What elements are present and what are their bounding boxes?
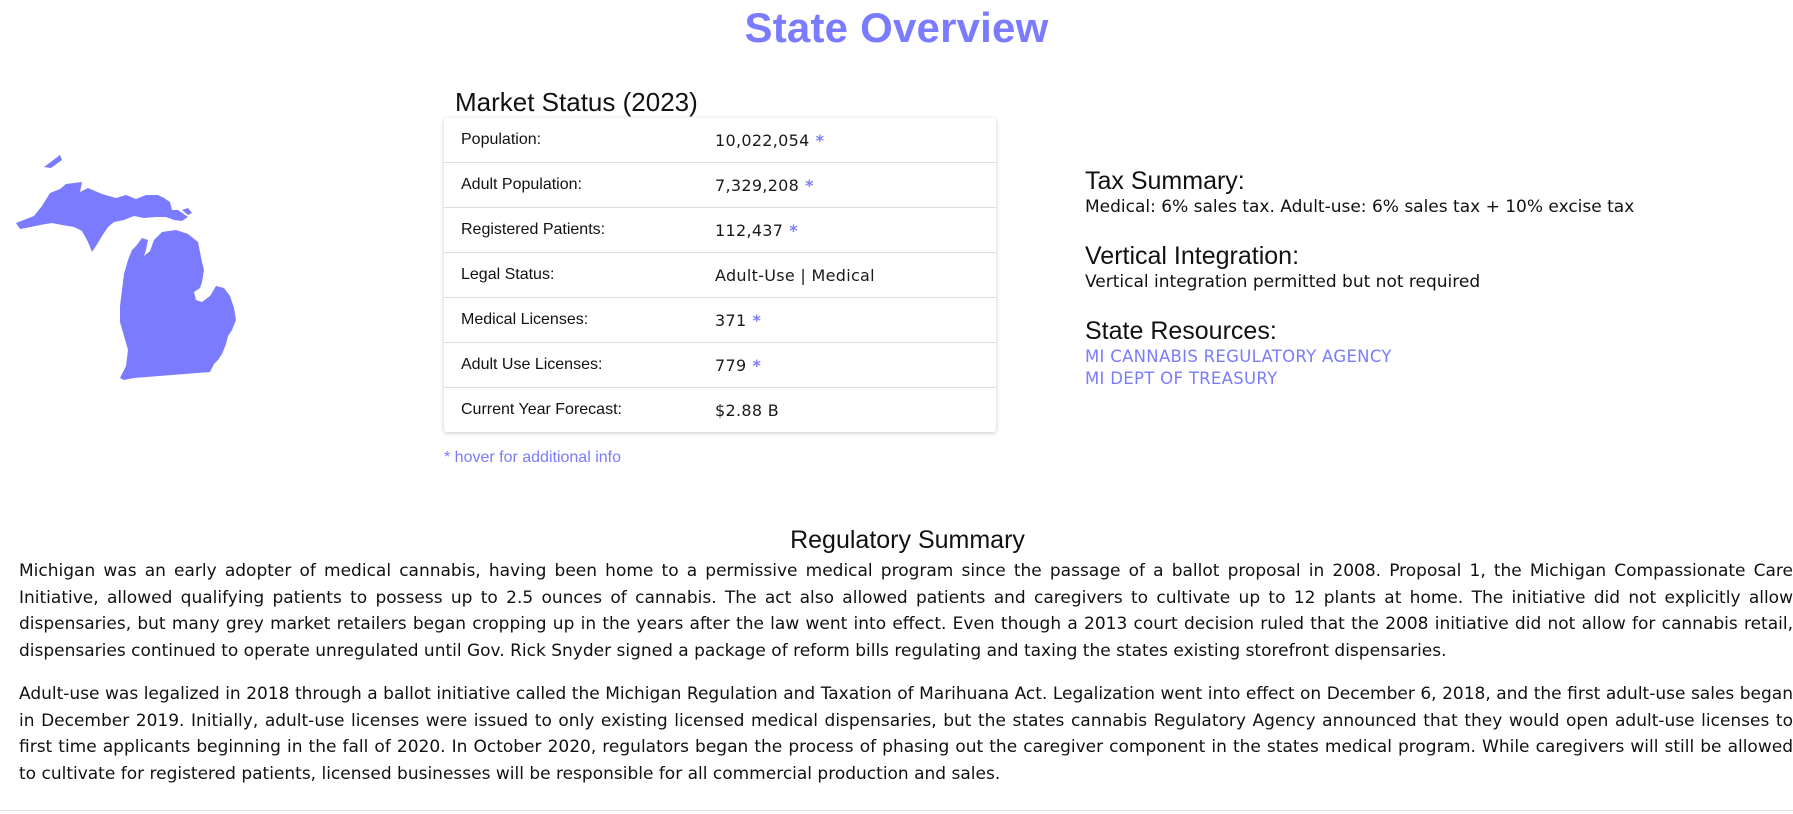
regulatory-summary-title: Regulatory Summary <box>790 526 1025 554</box>
tax-summary-text: Medical: 6% sales tax. Adult-use: 6% sales tax + 10% excise tax <box>1085 197 1635 217</box>
row-value-cell[interactable] <box>715 298 996 343</box>
market-row-current-year-forecast <box>444 388 996 433</box>
row-label: Adult Use Licenses: <box>444 343 715 388</box>
row-value: 371 <box>715 310 747 330</box>
state-resources-section <box>1085 316 1392 390</box>
market-status-title: Market Status (2023) <box>455 87 698 117</box>
link-mi-dept-of-treasury[interactable]: MI DEPT OF TREASURY <box>1085 369 1278 388</box>
market-row-population <box>444 118 996 163</box>
row-label: Adult Population: <box>444 163 715 208</box>
row-value-cell <box>715 388 996 433</box>
regulatory-paragraph: Michigan was an early adopter of medical cannabis, having been home to a permissive medical program since the passage of a ballot proposal in 2008. Proposal 1, the Michigan Compassionate Care Initiative, allowed qualifying patients to possess up to 2.5 ounces of cannabis. The act also allowed patients and caregivers to cultivate up to 12 plants at home. The initiative did not explicitly allow dispensaries, but many grey market retailers began cropping up in the years after the law went into effect. Even though a 2013 court decision ruled that the 2008 initiative did not allow for cannabis retail, dispensaries continued to operate unregulated until Gov. Rick Snyder signed a package of reform bills regulating and taxing the states existing storefront dispensaries. <box>19 561 1793 661</box>
market-row-adult-population <box>444 163 996 208</box>
row-value-cell[interactable] <box>715 118 996 163</box>
row-value: 7,329,208 <box>715 175 800 195</box>
link-mi-cannabis-regulatory-agency[interactable]: MI CANNABIS REGULATORY AGENCY <box>1085 347 1392 366</box>
vertical-integration-section <box>1085 241 1480 293</box>
market-status-table <box>444 118 996 432</box>
tax-summary-section <box>1085 166 1634 218</box>
info-asterisk-icon[interactable]: * <box>752 310 762 330</box>
row-value: 112,437 <box>715 220 784 240</box>
market-row-adult-use-licenses <box>444 343 996 388</box>
row-value: Adult-Use | Medical <box>715 265 875 285</box>
vertical-integration-text: Vertical integration permitted but not required <box>1085 272 1481 292</box>
row-label: Registered Patients: <box>444 208 715 253</box>
lower-peninsula-shape <box>120 230 236 380</box>
info-asterisk-icon[interactable]: * <box>815 130 825 150</box>
row-value-cell[interactable] <box>715 343 996 388</box>
bottom-divider <box>0 810 1793 811</box>
row-label: Legal Status: <box>444 253 715 298</box>
state-map-michigan <box>16 150 256 410</box>
market-row-medical-licenses <box>444 298 996 343</box>
row-value: 10,022,054 <box>715 130 810 150</box>
regulatory-summary-body <box>19 558 1793 804</box>
info-asterisk-icon[interactable]: * <box>752 355 762 375</box>
info-asterisk-icon[interactable]: * <box>805 175 814 195</box>
row-label: Current Year Forecast: <box>461 401 622 418</box>
row-value-cell[interactable] <box>715 163 996 208</box>
vertical-integration-heading: Vertical Integration: <box>1085 242 1300 270</box>
row-value-cell <box>715 253 996 298</box>
row-value-cell[interactable] <box>715 208 996 253</box>
row-label: Medical Licenses: <box>444 298 715 343</box>
row-label: Population: <box>444 118 715 163</box>
row-value: 779 <box>715 355 747 375</box>
hover-info-note: * hover for additional info <box>444 449 621 466</box>
page-title: State Overview <box>744 4 1049 51</box>
info-asterisk-icon[interactable]: * <box>789 220 798 240</box>
market-row-legal-status <box>444 253 996 298</box>
state-resources-heading: State Resources: <box>1085 317 1277 345</box>
row-value: $2.88 B <box>715 400 779 420</box>
regulatory-paragraph: Adult-use was legalized in 2018 through a ballot initiative called the Michigan Regulation and Taxation of Marihuana Act. Legalization went into effect on December 6, 2018, and the first adult-use sales began in December 2019. Initially, adult-use licenses were issued to only existing licensed medical dispensaries, but the states cannabis Regulatory Agency announced that they would open adult-use licenses to first time applicants beginning in the fall of 2020. In October 2020, regulators began the process of phasing out the caregiver component in the states medical program. While caregivers will still be allowed to cultivate for registered patients, licensed businesses will be responsible for all commercial production and sales. <box>19 684 1793 784</box>
market-row-registered-patients <box>444 208 996 253</box>
tax-summary-heading: Tax Summary: <box>1085 167 1245 195</box>
